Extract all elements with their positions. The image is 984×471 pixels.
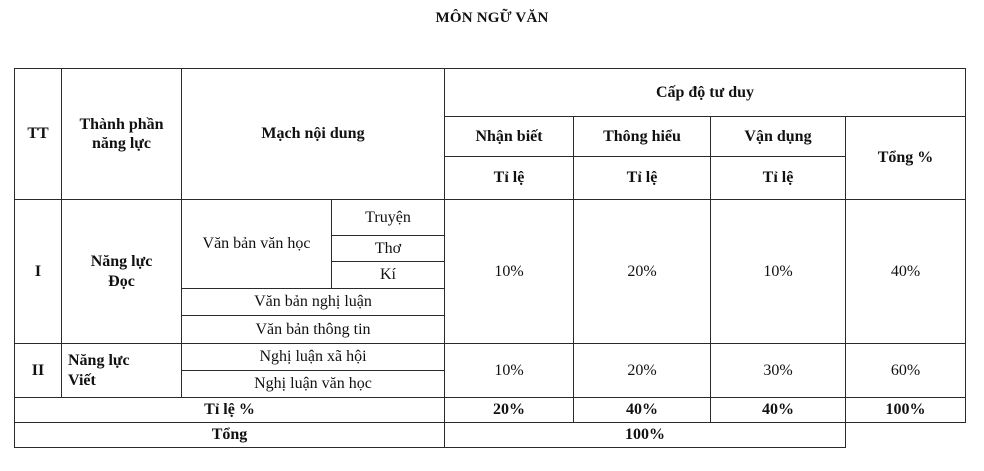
- ti-le-thong-hieu: 40%: [574, 398, 711, 423]
- header-thanh-phan-line1: Thành phần: [79, 115, 164, 133]
- section-2-tong: 60%: [846, 344, 966, 398]
- ti-le-van-dung: 40%: [711, 398, 846, 423]
- section-1-nang-luc: [62, 200, 182, 344]
- header-thong-hieu: Thông hiểu: [574, 117, 711, 157]
- truyen: Truyện: [332, 200, 445, 236]
- ti-le-percent-label: Tỉ lệ %: [15, 398, 445, 423]
- section-2-van-dung: 30%: [711, 344, 846, 398]
- page-title: MÔN NGỮ VĂN: [435, 10, 549, 26]
- section-2-thong-hieu: 20%: [574, 344, 711, 398]
- header-van-dung: Vận dụng: [711, 117, 846, 157]
- ti-le-tong: 100%: [846, 398, 966, 423]
- tong-value: 100%: [445, 423, 846, 448]
- header-thanh-phan: [62, 69, 182, 200]
- header-ti-le-2: Tỉ lệ: [574, 157, 711, 200]
- empty-corner-cell: [846, 423, 966, 448]
- header-tt: TT: [15, 69, 62, 200]
- section-2-nang-luc: [62, 344, 182, 398]
- ti-le-nhan-biet: 20%: [445, 398, 574, 423]
- header-thanh-phan-line2: năng lực: [92, 135, 151, 152]
- nghi-luan-van-hoc: Nghị luận văn học: [182, 371, 445, 398]
- section-1-tt: I: [15, 200, 62, 344]
- section-2-tt: II: [15, 344, 62, 398]
- section-2-nang-luc-line1: Năng lực: [68, 352, 130, 370]
- section-1-van-dung: 10%: [711, 200, 846, 344]
- ki: Kí: [332, 262, 445, 289]
- section-1-tong: 40%: [846, 200, 966, 344]
- section-1-thong-hieu: 20%: [574, 200, 711, 344]
- tong-label: Tổng: [15, 423, 445, 448]
- van-ban-nghi-luan: Văn bản nghị luận: [182, 289, 445, 316]
- header-nhan-biet: Nhận biết: [445, 117, 574, 157]
- section-2-nang-luc-line2: Viết: [68, 371, 96, 389]
- header-ti-le-3: Tỉ lệ: [711, 157, 846, 200]
- section-1-nang-luc-line1: Năng lực: [90, 253, 153, 271]
- header-ti-le-1: Tỉ lệ: [445, 157, 574, 200]
- section-1-nhan-biet: 10%: [445, 200, 574, 344]
- header-tong-percent: Tổng %: [846, 117, 966, 200]
- section-2-nhan-biet: 10%: [445, 344, 574, 398]
- header-mach-noi-dung: Mạch nội dung: [182, 69, 445, 200]
- nghi-luan-xa-hoi: Nghị luận xã hội: [182, 344, 445, 371]
- score-matrix-table: [14, 68, 966, 448]
- tho: Thơ: [332, 236, 445, 262]
- header-cap-do-tu-duy: Cấp độ tư duy: [445, 69, 966, 117]
- van-ban-thong-tin: Văn bản thông tin: [182, 316, 445, 344]
- van-ban-van-hoc: Văn bản văn học: [182, 200, 332, 289]
- section-1-nang-luc-line2: Đọc: [108, 272, 135, 290]
